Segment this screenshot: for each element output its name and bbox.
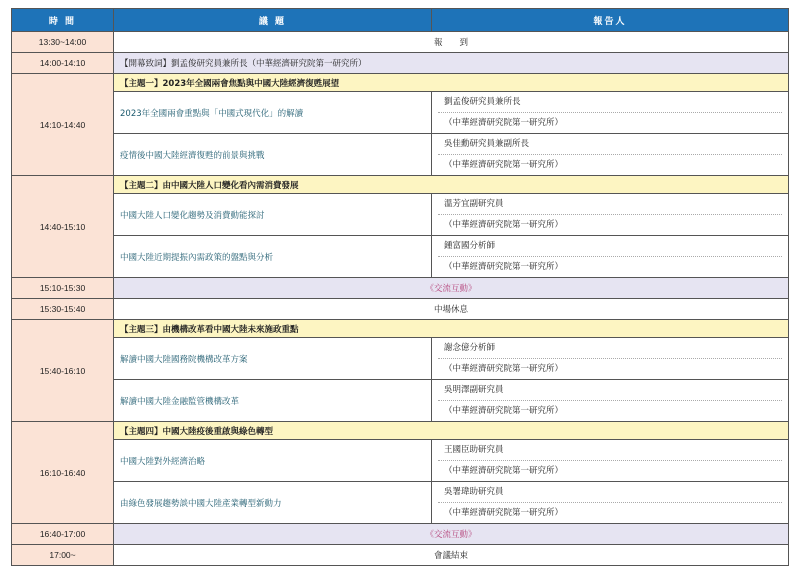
row-checkin (12, 32, 789, 53)
time-cell: 16:40-17:00 (12, 524, 114, 545)
time-cell: 15:40-16:10 (12, 320, 114, 422)
speaker-cell (432, 194, 789, 236)
row-interaction-2 (12, 524, 789, 545)
table-row (12, 194, 789, 236)
topic-cell: 2023年全國兩會重點與「中國式現代化」的解讀 (114, 92, 432, 134)
theme3-title: 【主題三】由機構改革看中國大陸未來施政重點 (114, 320, 789, 338)
speaker-name: 王國臣助研究員 (438, 440, 782, 461)
table-row (12, 92, 789, 134)
topic-cell: 中國大陸人口變化趨勢及消費動能探討 (114, 194, 432, 236)
row-break (12, 299, 789, 320)
closing-label: 會議結束 (114, 545, 789, 566)
theme4-title: 【主題四】中國大陸疫後重啟與綠色轉型 (114, 422, 789, 440)
speaker-cell (432, 440, 789, 482)
speaker-affiliation: （中華經濟研究院第一研究所） (444, 508, 564, 518)
theme3-title-row (12, 320, 789, 338)
time-cell: 16:10-16:40 (12, 422, 114, 524)
speaker-name: 鍾富國分析師 (438, 236, 782, 257)
speaker-name: 謝念億分析師 (438, 338, 782, 359)
header-time: 時 間 (12, 9, 114, 32)
table-row (12, 482, 789, 524)
time-cell: 17:00~ (12, 545, 114, 566)
speaker-cell (432, 338, 789, 380)
time-cell: 14:00-14:10 (12, 53, 114, 74)
table-row (12, 380, 789, 422)
row-closing (12, 545, 789, 566)
agenda-table (11, 8, 789, 566)
speaker-name: 吳明澤副研究員 (438, 380, 782, 401)
speaker-name: 吳署瑋助研究員 (438, 482, 782, 503)
break-label: 中場休息 (114, 299, 789, 320)
speaker-name: 吳佳勳研究員兼副所長 (438, 134, 782, 155)
row-interaction-1 (12, 278, 789, 299)
topic-cell: 解讀中國大陸國務院機構改革方案 (114, 338, 432, 380)
theme2-title-row (12, 176, 789, 194)
theme1-title-row (12, 74, 789, 92)
speaker-cell (432, 236, 789, 278)
speaker-affiliation: （中華經濟研究院第一研究所） (444, 262, 564, 272)
time-cell: 14:10-14:40 (12, 74, 114, 176)
table-row (12, 440, 789, 482)
header-row (12, 9, 789, 32)
time-cell: 15:10-15:30 (12, 278, 114, 299)
topic-cell: 疫情後中國大陸經濟復甦的前景與挑戰 (114, 134, 432, 176)
time-cell: 14:40-15:10 (12, 176, 114, 278)
speaker-affiliation: （中華經濟研究院第一研究所） (444, 466, 564, 476)
theme4-title-row (12, 422, 789, 440)
topic-cell: 解讀中國大陸金融監管機構改革 (114, 380, 432, 422)
speaker-affiliation: （中華經濟研究院第一研究所） (444, 406, 564, 416)
header-speaker: 報告人 (432, 9, 789, 32)
speaker-affiliation: （中華經濟研究院第一研究所） (444, 220, 564, 230)
time-cell: 13:30~14:00 (12, 32, 114, 53)
topic-cell: 中國大陸近期提振內需政策的盤點與分析 (114, 236, 432, 278)
table-row (12, 338, 789, 380)
speaker-cell (432, 482, 789, 524)
speaker-name: 溫芳宜副研究員 (438, 194, 782, 215)
speaker-affiliation: （中華經濟研究院第一研究所） (444, 118, 564, 128)
time-cell: 15:30-15:40 (12, 299, 114, 320)
row-opening (12, 53, 789, 74)
speaker-cell (432, 92, 789, 134)
table-row (12, 134, 789, 176)
opening-label: 【開幕致詞】劉孟俊研究員兼所長（中華經濟研究院第一研究所） (114, 53, 789, 74)
theme2-title: 【主題二】由中國大陸人口變化看內需消費發展 (114, 176, 789, 194)
speaker-name: 劉孟俊研究員兼所長 (438, 92, 782, 113)
interaction-label: 《交流互動》 (114, 278, 789, 299)
speaker-affiliation: （中華經濟研究院第一研究所） (444, 364, 564, 374)
topic-cell: 由綠色發展趨勢談中國大陸產業轉型新動力 (114, 482, 432, 524)
speaker-cell (432, 380, 789, 422)
header-topic: 議 題 (114, 9, 432, 32)
checkin-label: 報 到 (114, 32, 789, 53)
speaker-affiliation: （中華經濟研究院第一研究所） (444, 160, 564, 170)
theme1-title: 【主題一】2023年全國兩會焦點與中國大陸經濟復甦展望 (114, 74, 789, 92)
topic-cell: 中國大陸對外經濟治略 (114, 440, 432, 482)
interaction-label: 《交流互動》 (114, 524, 789, 545)
speaker-cell (432, 134, 789, 176)
table-row (12, 236, 789, 278)
